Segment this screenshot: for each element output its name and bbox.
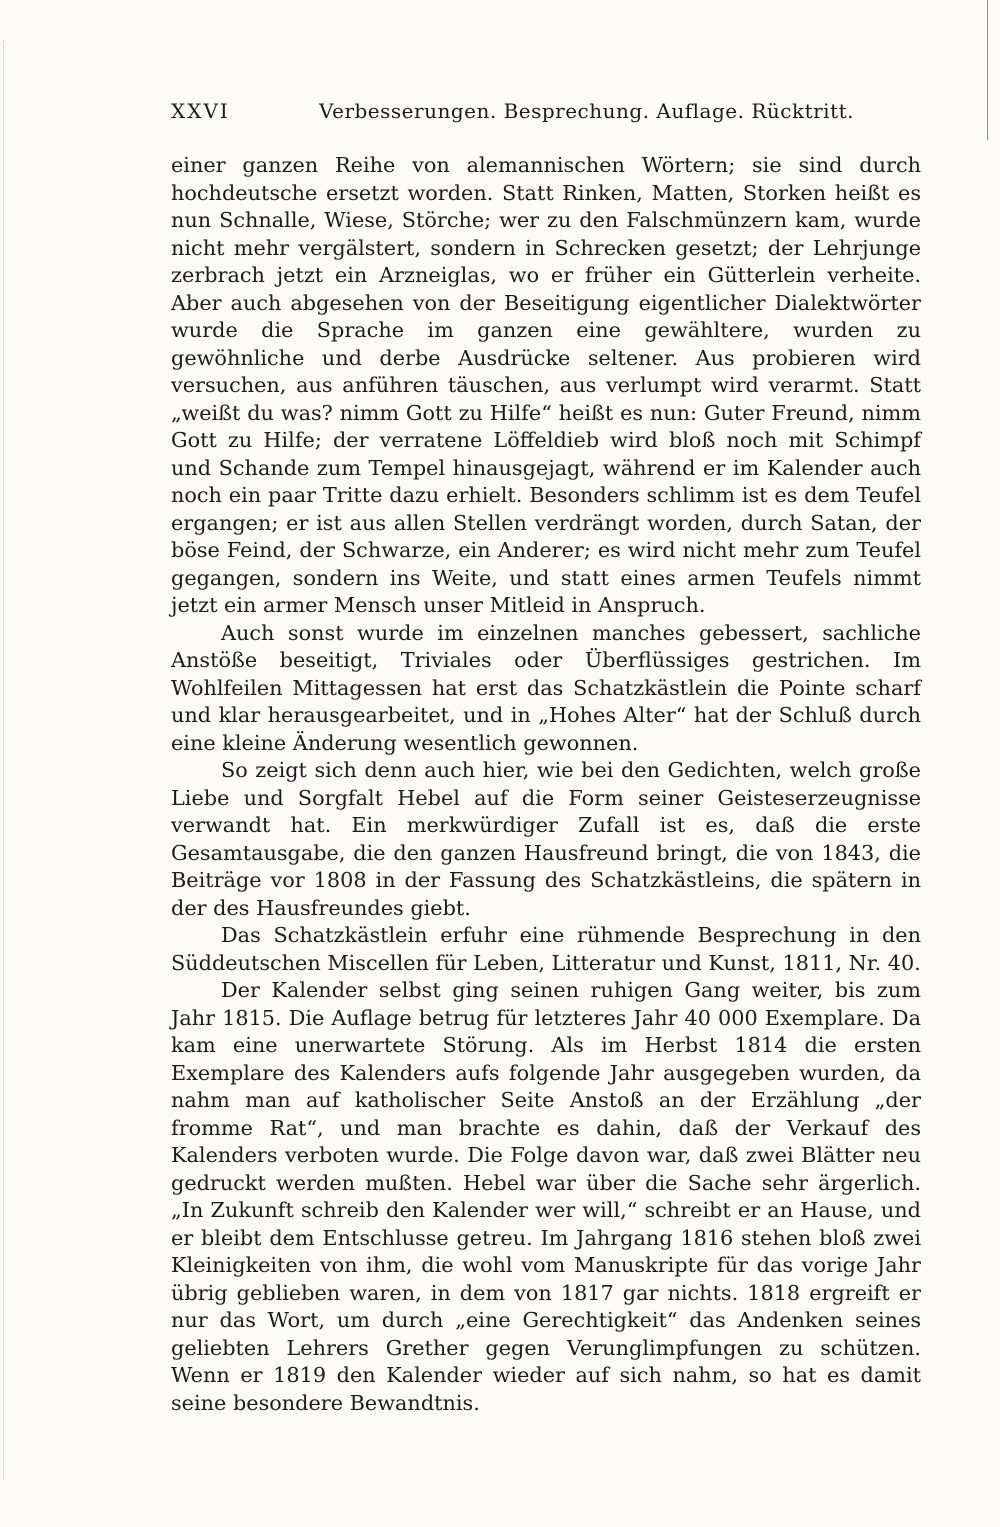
page-number: XXVI (171, 99, 230, 123)
paragraph: Der Kalender selbst ging seinen ruhigen Gang weiter, bis zum Jahr 1815. Die Auflage betrug für letzteres Jahr 40 000 Exemplare. Da kam eine unerwartete Störung. Als im Herbst 1814 die ersten Exemplare des Kalenders aufs folgende Jahr ausgegeben wurden, da nahm man auf katholischer Seite Anstoß an der Erzählung „der fromme Rat“, und man brachte es dahin, daß der Verkauf des Kalenders verboten wurde. Die Folge davon war, daß zwei Blätter neu gedruckt werden mußten. Hebel war über die Sache sehr ärgerlich. „In Zukunft schreib den Kalender wer will,“ schreibt er an Hause, und er bleibt dem Entschlusse getreu. Im Jahrgang 1816 stehen bloß zwei Kleinigkeiten von ihm, die wohl vom Manuskripte für das vorige Jahr übrig geblieben waren, in dem von 1817 gar nichts. 1818 ergreift er nur das Wort, um durch „eine Gerechtigkeit“ das Andenken seines geliebten Lehrers Grether gegen Verunglimpfungen zu schützen. Wenn er 1819 den Kalender wieder auf sich nahm, so hat es damit seine besondere Bewandtnis. (171, 978, 921, 1415)
paragraph: einer ganzen Reihe von alemannischen Wörtern; sie sind durch hochdeutsche ersetzt worden. Statt Rinken, Matten, Storken heißt es nun Schnalle, Wiese, Störche; wer zu den Falschmünzern kam, wurde nicht mehr vergälstert, sondern in Schrecken gesetzt; der Lehrjunge zerbrach jetzt ein Arzneiglas, wo er früher ein Gütterlein verheite. Aber auch abgesehen von der Beseitigung eigentlicher Dialektwörter wurde die Sprache im ganzen eine gewähltere, wurden zu gewöhnliche und derbe Ausdrücke seltener. Aus probieren wird versuchen, aus anführen täuschen, aus verlumpt wird verarmt. Statt „weißt du was? nimm Gott zu Hilfe“ heißt es nun: Guter Freund, nimm Gott zu Hilfe; der verratene Löffeldieb wird bloß noch mit Schimpf und Schande zum Tempel hinausgejagt, während er im Kalender auch noch ein paar Tritte dazu erhielt. Besonders schlimm ist es dem Teufel ergangen; er ist aus allen Stellen verdrängt worden, durch Satan, der böse Feind, der Schwarze, ein Anderer; es wird nicht mehr zum Teufel gegangen, sondern ins Weite, und statt eines armen Teufels nimmt jetzt ein armer Mensch unser Mitleid in Anspruch. (171, 153, 921, 617)
paragraph: So zeigt sich denn auch hier, wie bei den Gedichten, welch große Liebe und Sorgfalt Hebel auf die Form seiner Geisteserzeugnisse verwandt hat. Ein merkwürdiger Zufall ist es, daß die erste Gesamtausgabe, die den ganzen Hausfreund bringt, die von 1843, die Beiträge vor 1808 in der Fassung des Schatzkästleins, die spätern in der des Hausfreundes giebt. (171, 758, 921, 920)
page-margin-dots (3, 40, 4, 1480)
body-text (171, 152, 921, 1417)
page-edge-line (987, 0, 988, 140)
paragraph: Das Schatzkästlein erfuhr eine rühmende Besprechung in den Süddeutschen Miscellen für Leben, Litteratur und Kunst, 1811, Nr. 40. (171, 923, 921, 975)
page-header (171, 99, 921, 135)
paragraph: Auch sonst wurde im einzelnen manches gebessert, sachliche Anstöße beseitigt, Triviales oder Überflüssiges gestrichen. Im Wohlfeilen Mittagessen hat erst das Schatzkästlein die Pointe scharf und klar herausgearbeitet, und in „Hohes Alter“ hat der Schluß durch eine kleine Änderung wesentlich gewonnen. (171, 620, 921, 755)
running-title: Verbesserungen. Besprechung. Auflage. Rücktritt. (319, 99, 855, 123)
